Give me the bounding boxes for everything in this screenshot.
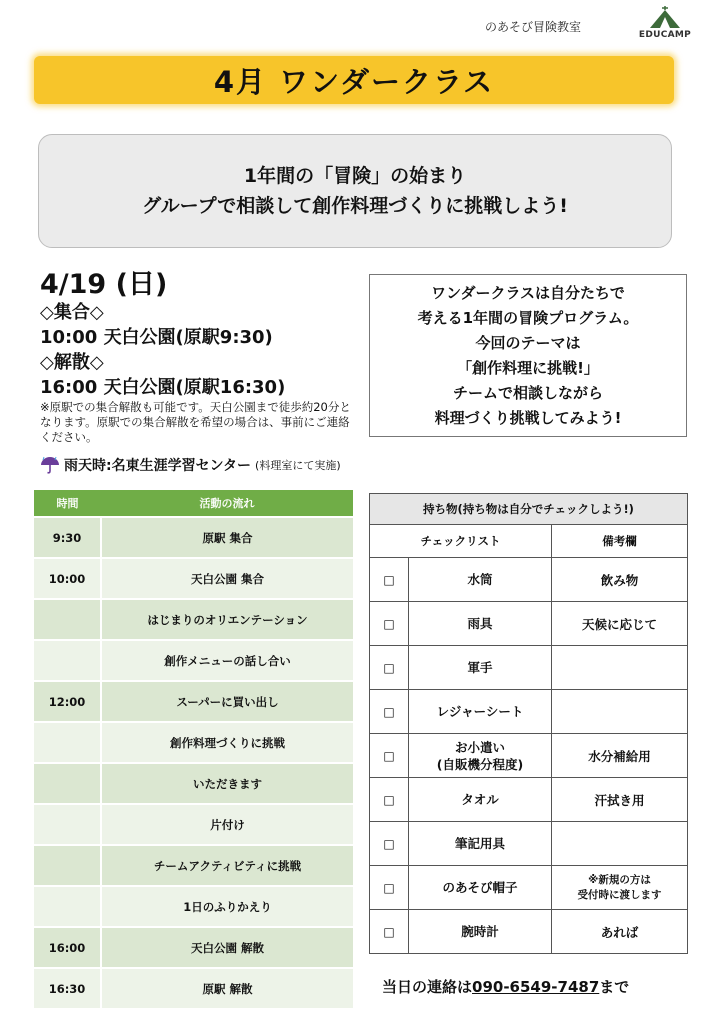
item-name: タオル: [409, 778, 552, 822]
item-name: 軍手: [409, 646, 552, 690]
schedule-time: [34, 599, 101, 640]
table-row: [370, 734, 688, 778]
schedule-time: [34, 845, 101, 886]
schedule-table: [34, 490, 353, 1010]
theme-box: [369, 274, 687, 437]
item-name: お小遣い (自販機分程度): [409, 734, 552, 778]
item-note: あれば: [552, 910, 688, 954]
intro-box: [38, 134, 672, 248]
table-row: [34, 558, 353, 599]
schedule-time: 16:00: [34, 927, 101, 968]
theme-line: チームで相談しながら: [452, 383, 603, 402]
table-row: [34, 599, 353, 640]
table-row: [370, 822, 688, 866]
schedule-header-activity: 活動の流れ: [101, 490, 353, 517]
belongings-table: [369, 493, 688, 954]
schedule-activity: 天白公園 解散: [101, 927, 353, 968]
intro-line: グループで相談して創作料理づくりに挑戦しよう!: [142, 195, 568, 217]
checkbox[interactable]: □: [370, 866, 409, 910]
table-row: [370, 866, 688, 910]
contact-suffix: まで: [599, 978, 630, 996]
item-name: 水筒: [409, 558, 552, 602]
schedule-time: [34, 886, 101, 927]
table-row: [34, 722, 353, 763]
contact-info: [382, 976, 629, 997]
checkbox[interactable]: □: [370, 910, 409, 954]
table-row: [34, 681, 353, 722]
item-name: 筆記用具: [409, 822, 552, 866]
checkbox[interactable]: □: [370, 690, 409, 734]
table-row: [370, 690, 688, 734]
item-name: のあそび帽子: [409, 866, 552, 910]
schedule-activity: 原駅 集合: [101, 517, 353, 558]
dismiss-heading: ◇解散◇: [40, 352, 104, 373]
umbrella-icon: [40, 456, 60, 474]
table-row: [34, 763, 353, 804]
theme-line: 考える1年間の冒険プログラム。: [417, 308, 639, 327]
table-row: [34, 517, 353, 558]
theme-line: 「創作料理に挑戦!」: [457, 358, 599, 377]
item-note: [552, 646, 688, 690]
schedule-time: [34, 763, 101, 804]
rain-info: [40, 455, 341, 475]
item-note: 水分補給用: [552, 734, 688, 778]
schedule-time: 9:30: [34, 517, 101, 558]
table-row: [370, 910, 688, 954]
table-row: [370, 778, 688, 822]
item-name: レジャーシート: [409, 690, 552, 734]
item-name: 腕時計: [409, 910, 552, 954]
schedule-activity: チームアクティビティに挑戦: [101, 845, 353, 886]
table-row: [34, 640, 353, 681]
item-note: 飲み物: [552, 558, 688, 602]
item-note: ※新規の方は 受付時に渡します: [552, 866, 688, 910]
schedule-time: 10:00: [34, 558, 101, 599]
table-row: [34, 886, 353, 927]
page-title: 4月 ワンダークラス: [34, 56, 674, 104]
item-note: 汗拭き用: [552, 778, 688, 822]
schedule-activity: 天白公園 集合: [101, 558, 353, 599]
schedule-time: [34, 804, 101, 845]
table-row: [370, 602, 688, 646]
schedule-activity: はじまりのオリエンテーション: [101, 599, 353, 640]
contact-phone[interactable]: 090-6549-7487: [472, 978, 600, 996]
item-note: 天候に応じて: [552, 602, 688, 646]
schedule-time: [34, 722, 101, 763]
table-row: [370, 646, 688, 690]
item-note: [552, 822, 688, 866]
event-date: 4/19 (日): [40, 269, 168, 300]
dismiss-info: 16:00 天白公園(原駅16:30): [40, 377, 286, 398]
checkbox[interactable]: □: [370, 778, 409, 822]
checkbox[interactable]: □: [370, 602, 409, 646]
belongings-header-notes: 備考欄: [552, 525, 688, 558]
table-row: [370, 558, 688, 602]
contact-prefix: 当日の連絡は: [382, 978, 473, 996]
schedule-activity: いただきます: [101, 763, 353, 804]
table-row: [34, 845, 353, 886]
schedule-header-time: 時間: [34, 490, 101, 517]
meet-info: 10:00 天白公園(原駅9:30): [40, 327, 273, 348]
schedule-time: [34, 640, 101, 681]
intro-line: 1年間の「冒険」の始まり: [243, 165, 467, 187]
mountain-tent-icon: [648, 6, 682, 30]
checkbox[interactable]: □: [370, 558, 409, 602]
meeting-note: ※原駅での集合解散も可能です。天白公園まで徒歩約20分となります。原駅での集合解散を希望の場合は、事前にご連絡ください。: [40, 400, 351, 444]
checkbox[interactable]: □: [370, 734, 409, 778]
schedule-activity: 創作料理づくりに挑戦: [101, 722, 353, 763]
rain-note: (料理室にて実施): [255, 459, 341, 472]
schedule-activity: 創作メニューの話し合い: [101, 640, 353, 681]
schedule-activity: 1日のふりかえり: [101, 886, 353, 927]
educamp-logo: [637, 6, 693, 44]
schedule-activity: 片付け: [101, 804, 353, 845]
rain-label: 雨天時:名東生涯学習センター: [64, 458, 252, 474]
logo-text: EDUCAMP: [638, 30, 692, 40]
theme-line: 今回のテーマは: [475, 333, 581, 352]
item-name: 雨具: [409, 602, 552, 646]
checkbox[interactable]: □: [370, 822, 409, 866]
schedule-activity: スーパーに買い出し: [101, 681, 353, 722]
item-note: [552, 690, 688, 734]
belongings-caption: 持ち物(持ち物は自分でチェックしよう!): [370, 494, 688, 525]
belongings-header-checklist: チェックリスト: [370, 525, 552, 558]
schedule-time: 16:30: [34, 968, 101, 1009]
schedule-activity: 原駅 解散: [101, 968, 353, 1009]
checkbox[interactable]: □: [370, 646, 409, 690]
table-row: [34, 968, 353, 1009]
meet-heading: ◇集合◇: [40, 302, 104, 323]
table-row: [34, 804, 353, 845]
org-name: のあそび冒険教室: [485, 20, 582, 34]
theme-line: ワンダークラスは自分たちで: [431, 283, 625, 302]
table-row: [34, 927, 353, 968]
theme-line: 料理づくり挑戦してみよう!: [434, 408, 622, 427]
schedule-time: 12:00: [34, 681, 101, 722]
